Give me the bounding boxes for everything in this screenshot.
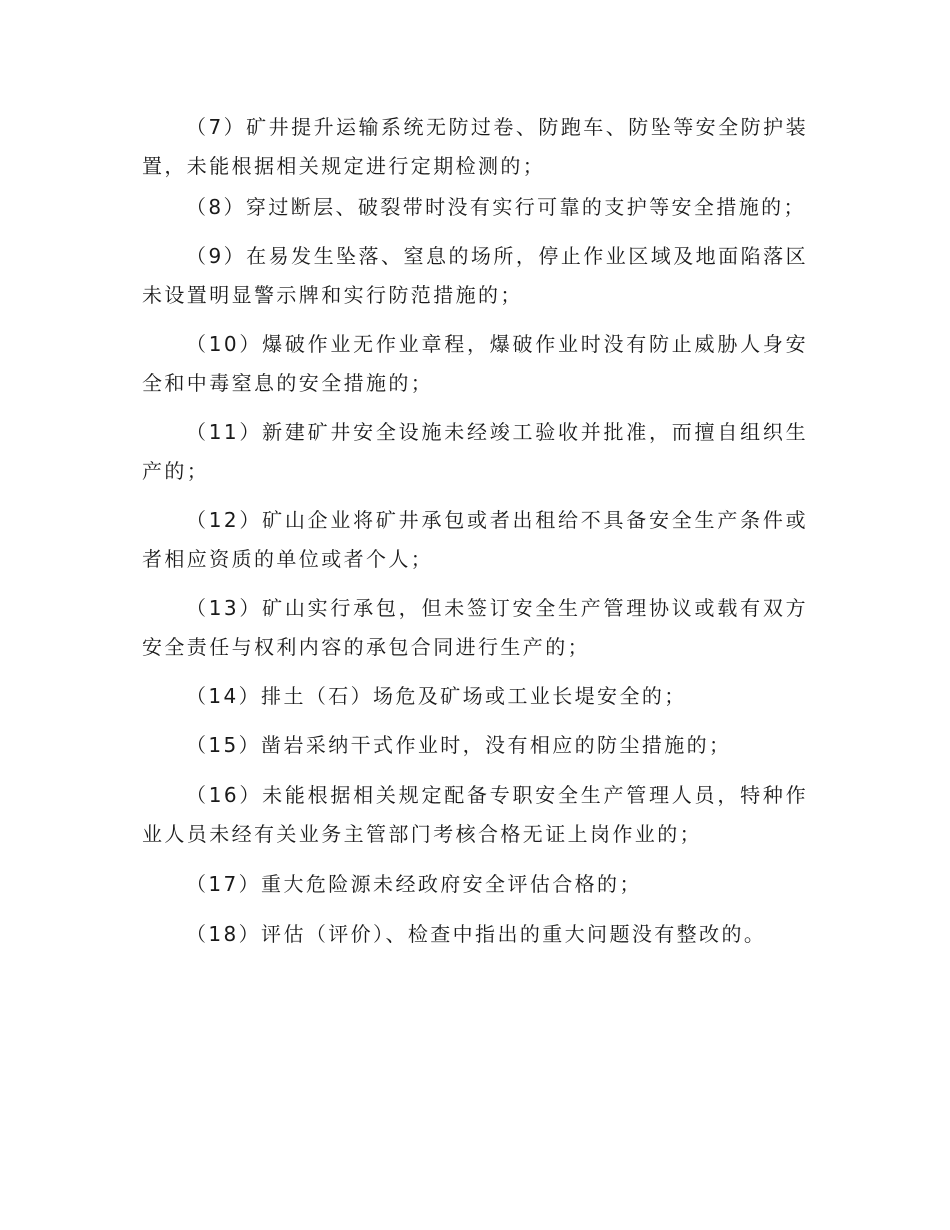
paragraph-item-9: （9）在易发生坠落、窒息的场所，停止作业区域及地面陷落区未设置明显警示牌和实行防范措施的；	[142, 244, 808, 307]
paragraph-item-7: （7）矿井提升运输系统无防过卷、防跑车、防坠等安全防护装置，未能根据相关规定进行定期检测的；	[142, 115, 808, 178]
paragraph-item-15: （15）凿岩采纳干式作业时，没有相应的防尘措施的；	[186, 733, 732, 757]
document-body	[142, 108, 808, 954]
paragraph-item-11: （11）新建矿井安全设施未经竣工验收并批准，而擅自组织生产的；	[142, 420, 808, 483]
paragraph-item-10: （10）爆破作业无作业章程，爆破作业时没有防止威胁人身安全和中毒窒息的安全措施的；	[142, 332, 808, 395]
paragraph-item-8: （8）穿过断层、破裂带时没有实行可靠的支护等安全措施的；	[186, 195, 806, 219]
paragraph-item-16: （16）未能根据相关规定配备专职安全生产管理人员，特种作业人员未经有关业务主管部门考核合格无证上岗作业的；	[142, 783, 808, 846]
paragraph-item-14: （14）排土（石）场危及矿场或工业长堤安全的；	[186, 684, 687, 708]
paragraph-item-17: （17）重大危险源未经政府安全评估合格的；	[186, 872, 642, 896]
paragraph-item-13: （13）矿山实行承包，但未签订安全生产管理协议或载有双方安全责任与权利内容的承包合同进行生产的；	[142, 596, 808, 659]
paragraph-item-18: （18）评估（评价）、检查中指出的重大问题没有整改的。	[186, 922, 767, 946]
paragraph-item-12: （12）矿山企业将矿井承包或者出租给不具备安全生产条件或者相应资质的单位或者个人；	[142, 508, 808, 571]
